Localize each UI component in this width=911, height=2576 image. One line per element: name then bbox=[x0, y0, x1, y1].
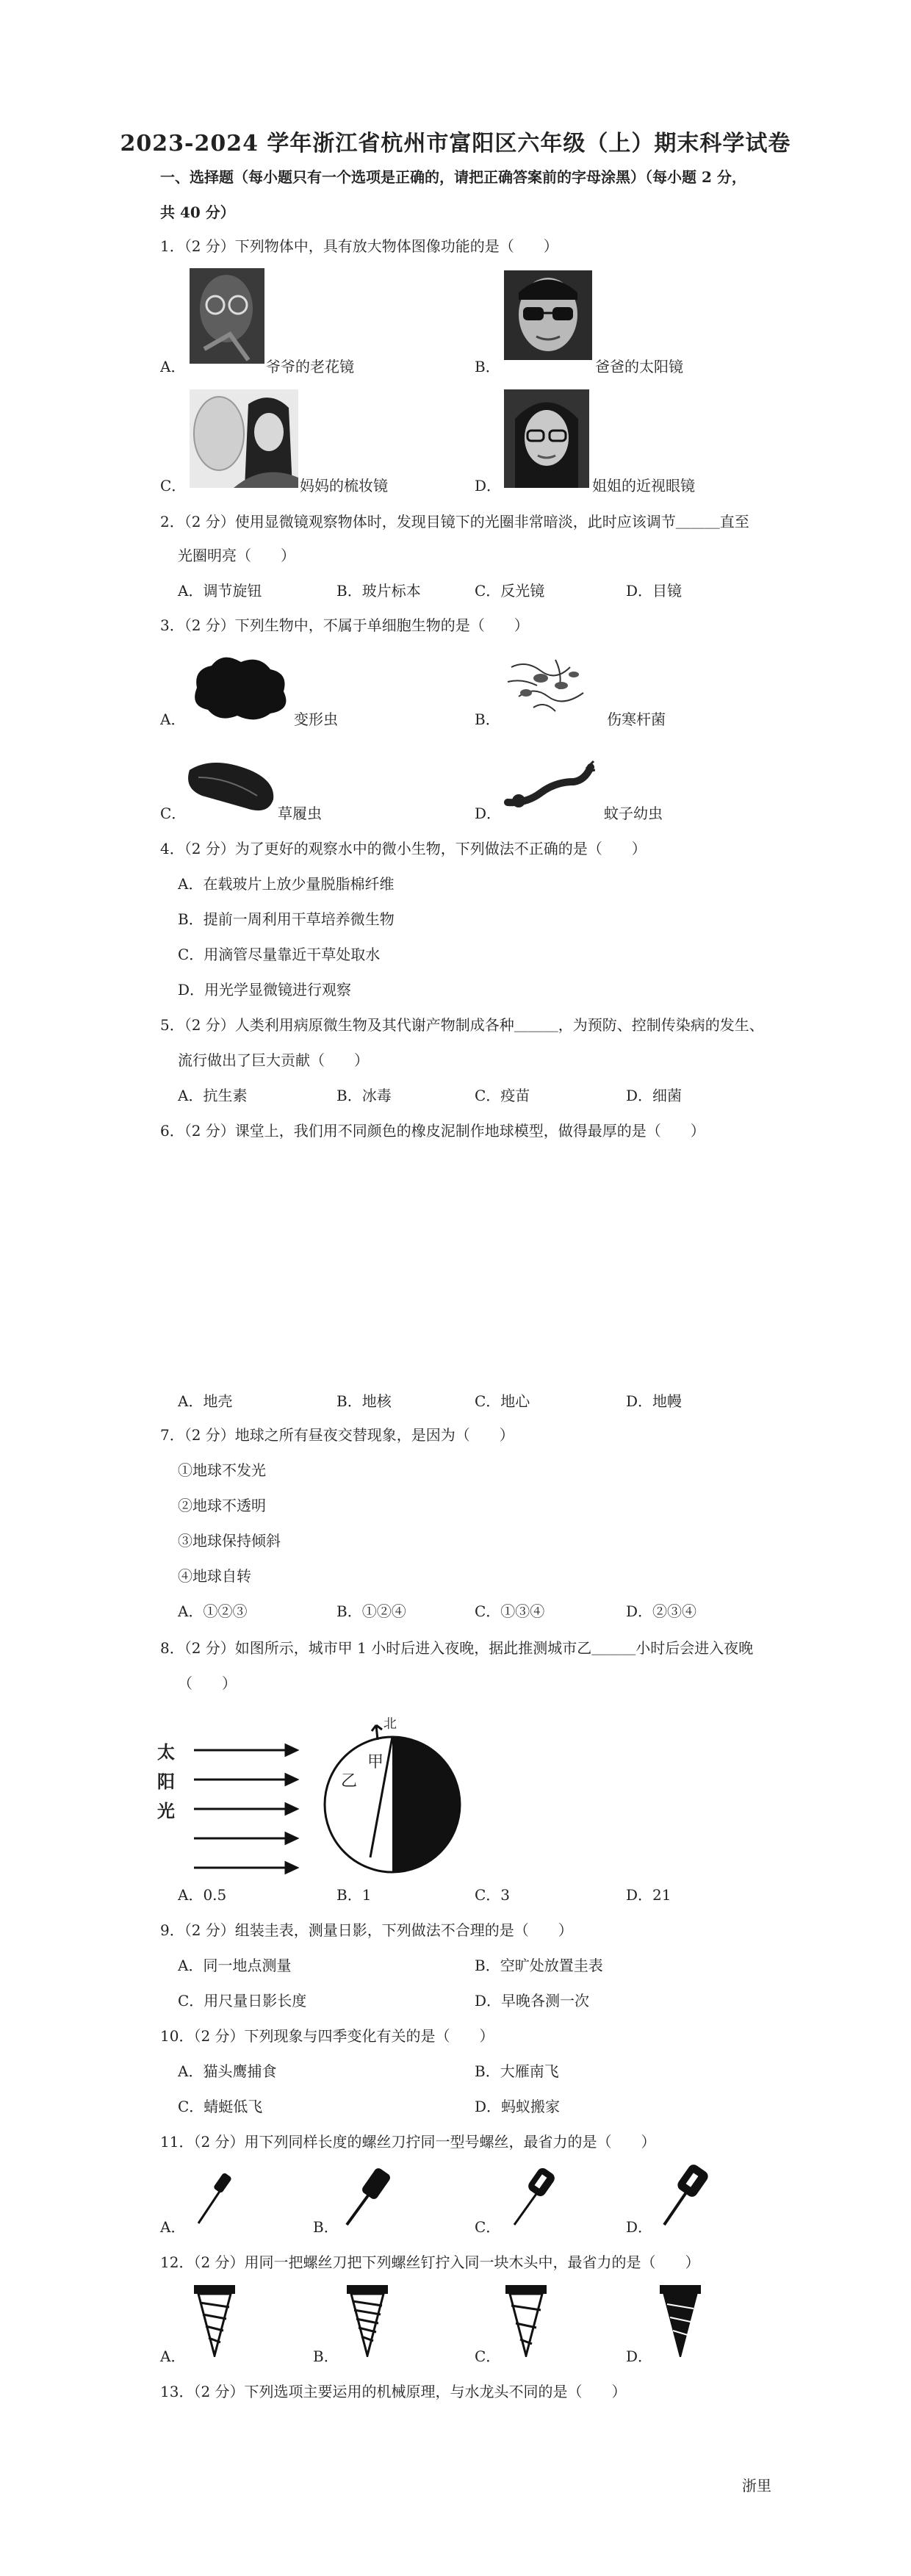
question-2-option-c[interactable]: C．反光镜 bbox=[475, 582, 545, 600]
question-8-stem: 8．（2 分）如图所示，城市甲 1 小时后进入夜晚，据此推测城市乙＿＿＿小时后会进入夜晚 bbox=[160, 1639, 754, 1657]
question-11-option-c[interactable]: C． bbox=[475, 2218, 501, 2236]
question-9-option-b[interactable]: B．空旷处放置圭表 bbox=[475, 1957, 603, 1974]
question-12-option-b[interactable]: B． bbox=[313, 2347, 339, 2365]
exam-title: 2023-2024 学年浙江省杭州市富阳区六年级（上）期末科学试卷 bbox=[120, 131, 791, 156]
question-3-stem: 3．（2 分）下列生物中，不属于单细胞生物的是（ ） bbox=[160, 616, 529, 634]
question-12-option-c[interactable]: C． bbox=[475, 2347, 501, 2365]
question-12-option-d[interactable]: D． bbox=[626, 2347, 653, 2365]
question-11-stem: 11．（2 分）用下列同样长度的螺丝刀拧同一型号螺丝，最省力的是（ ） bbox=[160, 2133, 656, 2151]
question-1-stem: 1．（2 分）下列物体中，具有放大物体图像功能的是（ ） bbox=[160, 237, 558, 255]
question-8-option-b[interactable]: B．1 bbox=[336, 1886, 372, 1904]
question-10-stem: 10．（2 分）下列现象与四季变化有关的是（ ） bbox=[160, 2027, 494, 2045]
mosquito-larva-image bbox=[504, 760, 595, 811]
question-7-item-3: ③地球保持倾斜 bbox=[178, 1532, 281, 1550]
diagram-label-guang: 光 bbox=[157, 1800, 175, 1821]
question-1-option-a-text: 爷爷的老花镜 bbox=[266, 358, 354, 375]
question-7-item-4: ④地球自转 bbox=[178, 1567, 251, 1585]
question-12-stem: 12．（2 分）用同一把螺丝刀把下列螺丝钉拧入同一块木头中，最省力的是（ ） bbox=[160, 2253, 700, 2271]
diagram-label-tai: 太 bbox=[157, 1741, 175, 1763]
question-5-option-d[interactable]: D．细菌 bbox=[626, 1087, 683, 1104]
question-2-stem: 2．（2 分）使用显微镜观察物体时，发现目镜下的光圈非常暗淡，此时应该调节＿＿＿直至 bbox=[160, 513, 749, 530]
question-3-option-c[interactable]: C． bbox=[160, 805, 187, 822]
question-8-option-a[interactable]: A．0.5 bbox=[178, 1886, 227, 1904]
question-11-option-b[interactable]: B． bbox=[313, 2218, 339, 2236]
section-heading-cont: 共 40 分） bbox=[160, 204, 235, 221]
question-7-item-1: ①地球不发光 bbox=[178, 1461, 266, 1479]
screwdriver-a-icon bbox=[192, 2169, 237, 2226]
question-1-option-c[interactable]: C． bbox=[160, 477, 187, 494]
question-8-stem-cont: （ ） bbox=[178, 1674, 237, 1692]
north-label: 北 bbox=[384, 1716, 397, 1732]
question-7-option-d[interactable]: D．②③④ bbox=[626, 1602, 697, 1620]
section-heading: 一、选择题（每小题只有一个选项是正确的，请把正确答案前的字母涂黑）（每小题 2 分， bbox=[160, 168, 746, 186]
question-2-option-d[interactable]: D．目镜 bbox=[626, 582, 683, 600]
question-8-option-c[interactable]: C．3 bbox=[475, 1886, 511, 1904]
question-3-option-c-text: 草履虫 bbox=[278, 805, 322, 822]
day-night-diagram bbox=[157, 1710, 466, 1879]
question-9-option-c[interactable]: C．用尺量日影长度 bbox=[178, 1992, 307, 2010]
myopia-glasses-photo bbox=[504, 389, 589, 488]
screw-a-icon bbox=[192, 2284, 237, 2357]
question-4-option-c[interactable]: C．用滴管尽量靠近干草处取水 bbox=[178, 946, 381, 963]
question-9-stem: 9．（2 分）组装圭表，测量日影，下列做法不合理的是（ ） bbox=[160, 1921, 573, 1939]
question-4-option-b[interactable]: B．提前一周利用干草培养微生物 bbox=[178, 910, 395, 928]
question-10-option-a[interactable]: A．猫头鹰捕食 bbox=[178, 2062, 277, 2080]
question-12-option-a[interactable]: A． bbox=[160, 2347, 186, 2365]
diagram-label-yang: 阳 bbox=[157, 1771, 175, 1792]
question-7-option-b[interactable]: B．①②④ bbox=[336, 1602, 406, 1620]
question-1-option-a[interactable]: A． bbox=[160, 358, 186, 375]
question-10-option-b[interactable]: B．大雁南飞 bbox=[475, 2062, 559, 2080]
screw-d-icon bbox=[658, 2284, 702, 2357]
screwdriver-c-icon bbox=[508, 2166, 561, 2228]
question-2-stem-cont: 光圈明亮（ ） bbox=[178, 547, 295, 564]
question-1-option-d-text: 姐姐的近视眼镜 bbox=[592, 477, 695, 494]
sunglasses-photo bbox=[504, 270, 592, 360]
question-3-option-d[interactable]: D． bbox=[475, 805, 502, 822]
question-9-option-a[interactable]: A．同一地点测量 bbox=[178, 1957, 292, 1974]
question-5-stem-cont: 流行做出了巨大贡献（ ） bbox=[178, 1051, 369, 1069]
screw-b-icon bbox=[345, 2284, 389, 2357]
paramecium-image bbox=[184, 755, 279, 816]
question-5-stem: 5．（2 分）人类利用病原微生物及其代谢产物制成各种＿＿＿，为预防、控制传染病的发生、 bbox=[160, 1016, 764, 1034]
question-6-option-d[interactable]: D．地幔 bbox=[626, 1392, 683, 1410]
vanity-mirror-photo bbox=[190, 389, 298, 488]
question-3-option-a[interactable]: A． bbox=[160, 710, 186, 728]
question-10-option-c[interactable]: C．蜻蜓低飞 bbox=[178, 2098, 263, 2115]
city-jia-label: 甲 bbox=[367, 1753, 384, 1771]
question-1-option-b-text: 爸爸的太阳镜 bbox=[595, 358, 683, 375]
question-1-option-b[interactable]: B． bbox=[475, 358, 500, 375]
question-4-option-a[interactable]: A．在载玻片上放少量脱脂棉纤维 bbox=[178, 875, 395, 893]
question-7-option-a[interactable]: A．①②③ bbox=[178, 1602, 248, 1620]
screw-c-icon bbox=[504, 2284, 548, 2357]
question-6-option-c[interactable]: C．地心 bbox=[475, 1392, 530, 1410]
question-5-option-a[interactable]: A．抗生素 bbox=[178, 1087, 248, 1104]
question-11-option-d[interactable]: D． bbox=[626, 2218, 653, 2236]
question-4-stem: 4．（2 分）为了更好的观察水中的微小生物，下列做法不正确的是（ ） bbox=[160, 840, 647, 857]
question-7-option-c[interactable]: C．①③④ bbox=[475, 1602, 545, 1620]
question-6-option-a[interactable]: A．地壳 bbox=[178, 1392, 233, 1410]
screwdriver-b-icon bbox=[341, 2166, 394, 2228]
question-2-option-a[interactable]: A．调节旋钮 bbox=[178, 582, 262, 600]
footer-text: 浙里 bbox=[742, 2477, 771, 2494]
question-3-option-b-text: 伤寒杆菌 bbox=[607, 710, 666, 728]
question-3-option-a-text: 变形虫 bbox=[294, 710, 338, 728]
question-5-option-b[interactable]: B．冰毒 bbox=[336, 1087, 392, 1104]
question-3-option-b[interactable]: B． bbox=[475, 710, 500, 728]
question-10-option-d[interactable]: D．蚂蚁搬家 bbox=[475, 2098, 561, 2115]
question-1-option-d[interactable]: D． bbox=[475, 477, 502, 494]
typhoid-bacillus-image bbox=[504, 652, 591, 719]
question-4-option-d[interactable]: D．用光学显微镜进行观察 bbox=[178, 981, 352, 999]
question-13-stem: 13．（2 分）下列选项主要运用的机械原理，与水龙头不同的是（ ） bbox=[160, 2383, 627, 2400]
screwdriver-d-icon bbox=[658, 2163, 714, 2228]
question-1-option-c-text: 妈妈的梳妆镜 bbox=[300, 477, 388, 494]
question-11-option-a[interactable]: A． bbox=[160, 2218, 186, 2236]
question-6-stem: 6．（2 分）课堂上，我们用不同颜色的橡皮泥制作地球模型，做得最厚的是（ ） bbox=[160, 1122, 705, 1140]
city-yi-label: 乙 bbox=[341, 1772, 358, 1791]
question-7-item-2: ②地球不透明 bbox=[178, 1497, 266, 1514]
question-6-option-b[interactable]: B．地核 bbox=[336, 1392, 392, 1410]
question-5-option-c[interactable]: C．疫苗 bbox=[475, 1087, 530, 1104]
question-3-option-d-text: 蚊子幼虫 bbox=[604, 805, 663, 822]
question-7-stem: 7．（2 分）地球之所有昼夜交替现象，是因为（ ） bbox=[160, 1426, 514, 1444]
question-9-option-d[interactable]: D．早晚各测一次 bbox=[475, 1992, 590, 2010]
question-2-option-b[interactable]: B．玻片标本 bbox=[336, 582, 421, 600]
question-8-option-d[interactable]: D．21 bbox=[626, 1886, 671, 1904]
amoeba-image bbox=[190, 651, 292, 724]
reading-glasses-photo bbox=[190, 268, 264, 364]
